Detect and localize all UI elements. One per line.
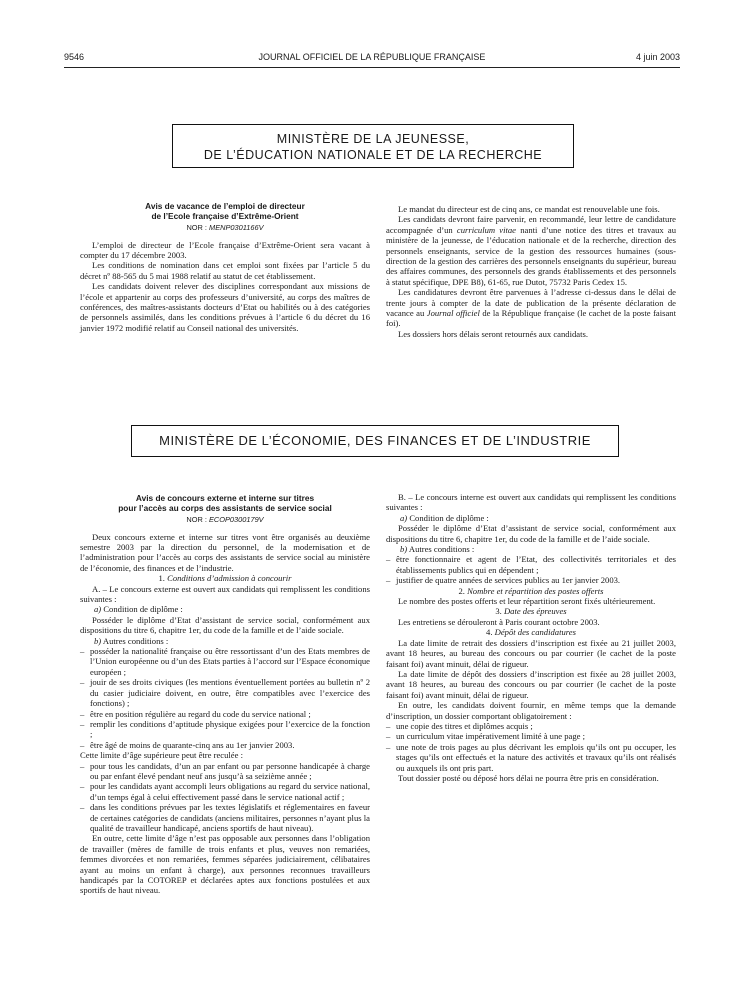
- list-item: – être fonctionnaire et agent de l’Etat, des collectivités territoriales et des établissements publics qui en dépendent ;: [386, 554, 676, 575]
- paragraph: A. – Le concours externe est ouvert aux candidats qui remplissent les conditions suivantes :: [80, 583, 370, 605]
- paragraph: Les dossiers hors délais seront retournés aux candidats.: [398, 328, 588, 339]
- paragraph: Posséder le diplôme d’Etat d’assistant de service social, conformément aux dispositions du titre 6, chapitre 1er, du code de la famille et de l’aide sociale.: [386, 523, 676, 544]
- paragraph: Les conditions de nomination dans cet emploi sont fixées par l’article 5 du décret nº 88-565 du 5 mai 1988 relatif au statut de cet établissement.: [80, 260, 370, 281]
- publication-date: 4 juin 2003: [635, 52, 680, 62]
- page-header: [64, 52, 680, 66]
- ministry-line: MINISTÈRE DE LA JEUNESSE,: [276, 132, 470, 146]
- paragraph: B. – Le concours interne est ouvert aux candidats qui remplissent les conditions suivantes :: [386, 492, 676, 513]
- list-item: – dans les conditions prévues par les textes législatifs et réglementaires en faveur de certaines catégories de candidats (anciens militaires, personnes n’ayant plus la qualité de travailleur handicapé, anciens sportifs de haut niveau).: [80, 802, 370, 833]
- avis-title: de l’Ecole française d’Extrême-Orient: [151, 210, 299, 221]
- ministry-line: DE L’ÉDUCATION NATIONALE ET DE LA RECHERCHE: [203, 148, 543, 162]
- list-item: – jouir de ses droits civiques (les mentions éventuellement portées au bulletin nº 2 du casier judiciaire doivent, en outre, être compatibles avec l’exercice des fonctions) ;: [80, 677, 370, 709]
- avis1-right-column: [386, 204, 676, 339]
- header-rule: [64, 67, 680, 68]
- list-item: – être en position régulière au regard du code du service national ;: [80, 708, 311, 719]
- paragraph: Le nombre des postes offerts et leur répartition seront fixés ultérieurement.: [398, 596, 656, 607]
- paragraph: Tout dossier posté ou déposé hors délai ne pourra être pris en considération.: [398, 772, 659, 783]
- list-item: – justifier de quatre années de services publics au 1er janvier 2003.: [386, 575, 621, 586]
- ministry-line: MINISTÈRE DE L’ÉCONOMIE, DES FINANCES ET DE L’INDUSTRIE: [159, 433, 591, 448]
- paragraph: La date limite de dépôt des dossiers d’inscription est fixée au 28 juillet 2003, avant 18 heures, au bureau des concours ou par courrier (le cachet de la poste faisant foi) avant minuit, délai de rigueur.: [386, 668, 676, 700]
- avis1-left-column: [80, 202, 370, 333]
- subheading: b) Autres conditions :: [400, 544, 475, 555]
- avis2-left-column: [80, 494, 370, 896]
- paragraph: Les candidats doivent relever des disciplines correspondant aux missions de l’école et appartenir au corps des professeurs d’université, au corps des maîtres de conférences, des maîtres-assistants docteurs d’Etat ou habilités ou à des catégories de personnels assimilés, dans les conditions prévues à l’article 6 du décret du 16 janvier 1972 modifié relatif au Conseil national des universités.: [80, 281, 370, 333]
- paragraph: Les entretiens se dérouleront à Paris courant octobre 2003.: [398, 616, 600, 627]
- paragraph: Les candidatures devront être parvenues à l’adresse ci-dessus dans le délai de trente jours à compter de la date de publication de la présente déclaration de vacance au Journal officiel de la République française (le cachet de la poste faisant foi).: [386, 287, 676, 329]
- subheading: a) Condition de diplôme :: [94, 604, 183, 615]
- list-item: – un curriculum vitae impérativement limité à une page ;: [386, 731, 585, 742]
- list-item: – posséder la nationalité française ou être ressortissant d’un des Etats membres de l’Union européenne ou d’un des Etats parties à l’accord sur l’Espace économique européen ;: [80, 646, 370, 677]
- paragraph: Le mandat du directeur est de cinq ans, ce mandat est renouvelable une fois.: [398, 204, 660, 214]
- age-list: [80, 761, 370, 834]
- section-heading: 3. Date des épreuves: [495, 606, 567, 617]
- ministry-heading-economy: [131, 425, 619, 457]
- section-heading: 1. Conditions d’admission à concourir: [158, 573, 292, 584]
- list-item: – remplir les conditions d’aptitude physique exigées pour l’exercice de la fonction ;: [80, 718, 370, 740]
- list-item: – être âgé de moins de quarante-cinq ans au 1er janvier 2003.: [80, 739, 295, 750]
- avis-title: pour l’accès au corps des assistants de service social: [118, 502, 332, 513]
- paragraph: L’emploi de directeur de l’Ecole française d’Extrême-Orient sera vacant à compter du 17 décembre 2003.: [80, 239, 370, 260]
- nor-reference: NOR : ECOP0300179V: [186, 515, 264, 525]
- list-item: – une copie des titres et diplômes acquis ;: [386, 720, 533, 731]
- document-list: [386, 721, 676, 773]
- page-number: 9546: [64, 52, 85, 62]
- section-heading: 4. Dépôt des candidatures: [486, 627, 576, 638]
- section-heading: 2. Nombre et répartition des postes offerts: [458, 585, 604, 596]
- avis-title: Avis de vacance de l’emploi de directeur: [145, 201, 305, 211]
- paragraph: Posséder le diplôme d’Etat d’assistant de service social, conformément aux dispositions du titre 6, chapitre 1er, du code de la famille et de l’aide sociale.: [80, 614, 370, 636]
- condition-list: [80, 646, 370, 750]
- list-item: – pour les candidats ayant accompli leurs obligations au regard du service national, d’un temps égal à celui effectivement passé dans le service national actif ;: [80, 781, 370, 802]
- condition-list: [386, 554, 676, 585]
- paragraph: Deux concours externe et interne sur titres vont être organisés au deuxième semestre 2003 par la direction du personnel, de la modernisation et de l’administration pour l’accès au corps des assistants de service social au ministère de l’économie, des finances et de l’industrie.: [80, 531, 370, 573]
- nor-reference: NOR : MENP0301166V: [186, 223, 264, 233]
- paragraph: Cette limite d’âge supérieure peut être reculée :: [80, 750, 243, 761]
- journal-title: JOURNAL OFFICIEL DE LA RÉPUBLIQUE FRANÇAISE: [258, 52, 486, 62]
- paragraph: La date limite de retrait des dossiers d’inscription est fixée au 21 juillet 2003, avant 18 heures, au bureau des concours ou par courrier (le cachet de la poste faisant foi) avant minuit, délai de rigueur.: [386, 637, 676, 669]
- paragraph: En outre, cette limite d’âge n’est pas opposable aux personnes dans l’obligation de travailler (mères de famille de trois enfants et plus, veuves non remariées, femmes divorcées et non remariées, femmes séparées judiciairement, célibataires ayant au moins un enfant à charge), aux personnes reconnues travailleurs handicapés par la COTOREP et déclarées aptes aux fonctions postulées et aux sportifs de haut niveau.: [80, 833, 370, 896]
- paragraph: Les candidats devront faire parvenir, en recommandé, leur lettre de candidature accompagnée d’un curriculum vitae nanti d’une notice des titres et travaux au ministère de la jeunesse, de l’éducation nationale et de la recherche, direction des personnels enseignants, service de la gestion des ressources humaines (sous-direction de la gestion des carrières des personnels enseignants du supérieur, bureau des affaires communes, des personnels des grands établissements et des personnels à statut spécifique, DPE B8), 61-65, rue Dutot, 75732 Paris Cedex 15.: [386, 214, 676, 287]
- subheading: a) Condition de diplôme :: [400, 512, 489, 523]
- paragraph: En outre, les candidats doivent fournir, en même temps que la demande d’inscription, un dossier comportant obligatoirement :: [386, 700, 676, 721]
- subheading: b) Autres conditions :: [94, 635, 169, 646]
- list-item: – pour tous les candidats, d’un an par enfant ou par personne handicapée à charge ou par enfant élevé pendant neuf ans jusqu’à sa seizième année ;: [80, 760, 370, 781]
- ministry-heading-education: [172, 124, 574, 168]
- avis-title: Avis de concours externe et interne sur titres: [135, 493, 315, 503]
- avis2-right-column: [386, 492, 676, 783]
- list-item: – une note de trois pages au plus décrivant les emplois qu’ils ont pu occuper, les stages qu’ils ont effectués et la nature des activités et travaux qu’ils ont réalisés ou auxquels ils ont pris part.: [386, 741, 676, 773]
